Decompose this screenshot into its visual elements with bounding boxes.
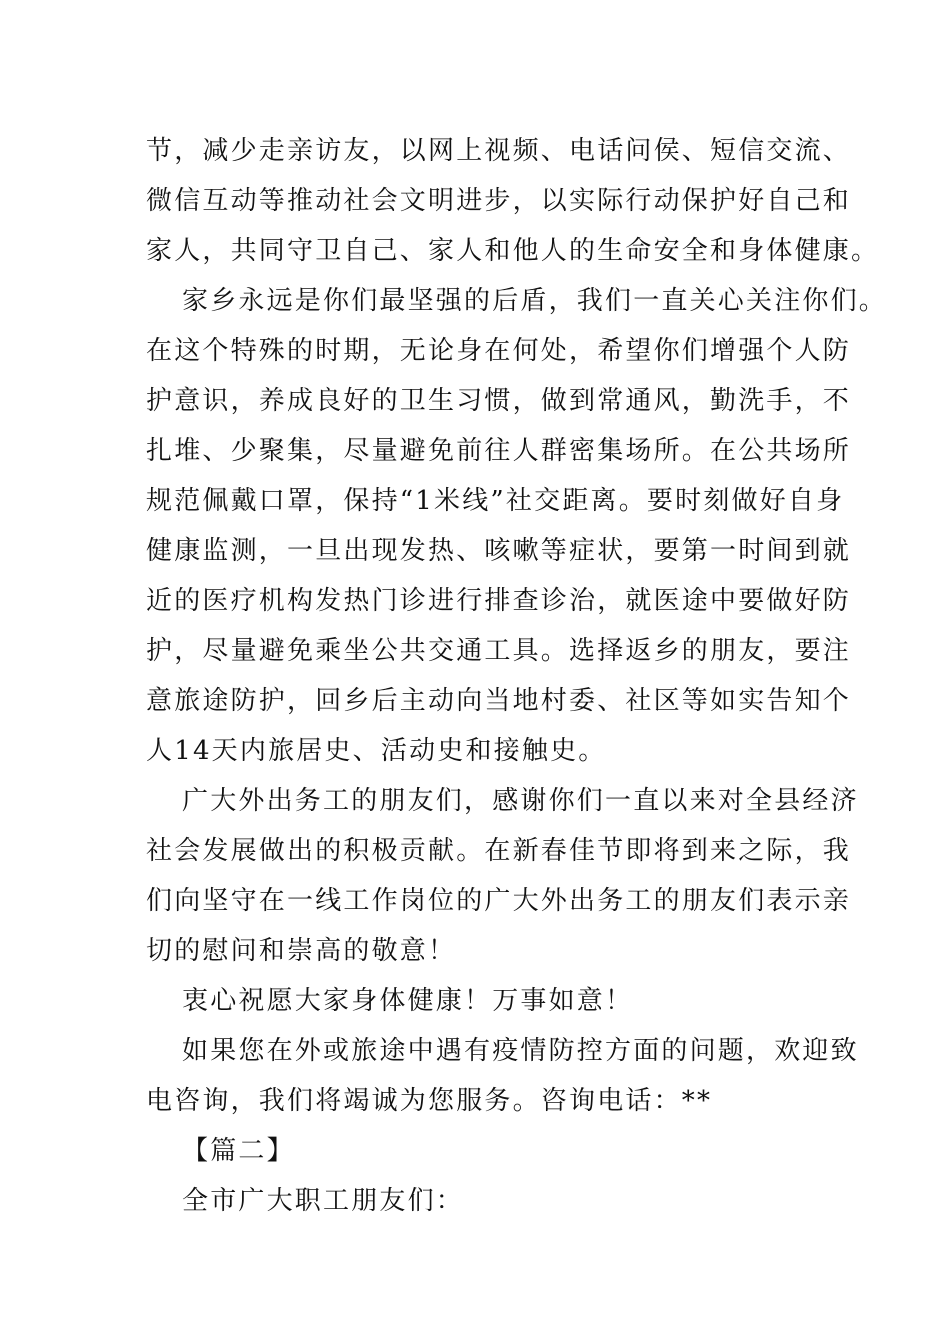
section-heading: 【篇二】 [182,1136,295,1166]
text-line: 意旅途防护，回乡后主动向当地村委、社区等如实告知个 [146,686,852,716]
text-line: 人14天内旅居史、活动史和接触史。 [146,736,607,766]
text-line: 社会发展做出的积极贡献。在新春佳节即将到来之际，我 [146,836,852,866]
text-line: 切的慰问和崇高的敬意！ [146,936,457,966]
text-line: 们向坚守在一线工作岗位的广大外出务工的朋友们表示亲 [146,886,852,916]
document-body [146,126,888,1226]
text-line: 节，减少走亲访友，以网上视频、电话问侯、短信交流、 [146,136,852,166]
text-line: 在这个特殊的时期，无论身在何处，希望你们增强个人防 [146,336,852,366]
text-line: 规范佩戴口罩，保持“1米线”社交距离。要时刻做好自身 [146,486,845,516]
text-line: 家人，共同守卫自己、家人和他人的生命安全和身体健康。 [146,236,880,266]
paragraph-start-line: 家乡永远是你们最坚强的后盾，我们一直关心关注你们。 [182,286,888,316]
salutation-line: 全市广大职工朋友们： [182,1186,465,1216]
paragraph-start-line: 衷心祝愿大家身体健康！万事如意！ [182,986,634,1016]
text-line: 健康监测，一旦出现发热、咳嗽等症状，要第一时间到就 [146,536,852,566]
text-line: 微信互动等推动社会文明进步，以实际行动保护好自己和 [146,186,852,216]
text-line: 扎堆、少聚集，尽量避免前往人群密集场所。在公共场所 [146,436,852,466]
paragraph-start-line: 如果您在外或旅途中遇有疫情防控方面的问题，欢迎致 [182,1036,859,1066]
text-line: 近的医疗机构发热门诊进行排查诊治，就医途中要做好防 [146,586,852,616]
paragraph-start-line: 广大外出务工的朋友们，感谢你们一直以来对全县经济 [182,786,859,816]
text-line: 护意识，养成良好的卫生习惯，做到常通风，勤洗手，不 [146,386,852,416]
text-line: 护，尽量避免乘坐公共交通工具。选择返乡的朋友，要注 [146,636,852,666]
text-line: 电咨询，我们将竭诚为您服务。咨询电话：** [146,1086,713,1116]
